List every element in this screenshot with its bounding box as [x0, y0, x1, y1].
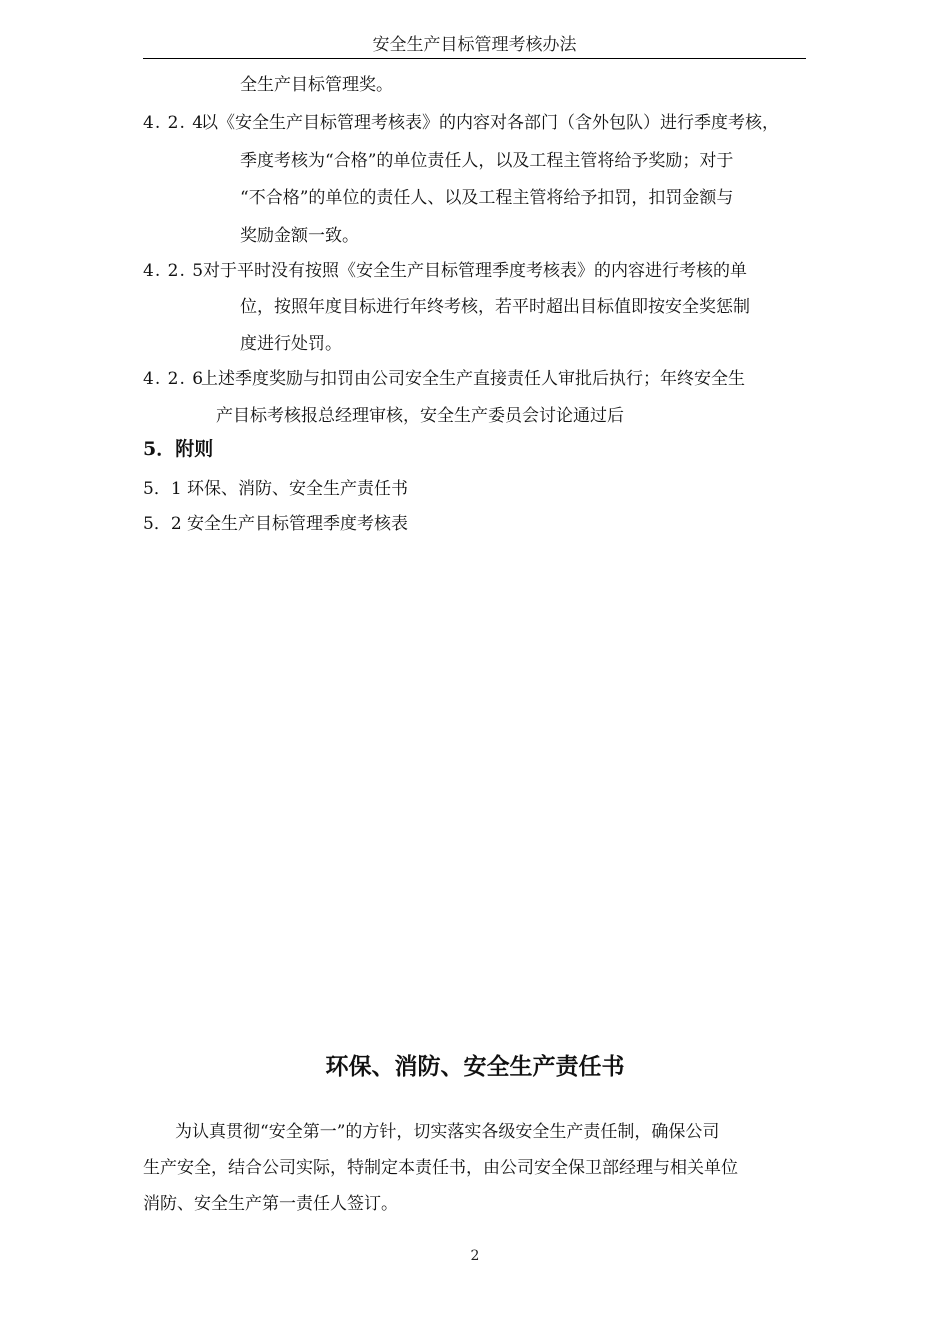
- header-rule: [143, 58, 806, 59]
- clause-4-2-4-line-1: 以《安全生产目标管理考核表》的内容对各部门（含外包队）进行季度考核，: [201, 113, 779, 133]
- appendix-item-2: 5．2 安全生产目标管理季度考核表: [143, 514, 409, 534]
- clause-number-4-2-4: 4. 2. 4: [143, 113, 205, 133]
- appendix-item-1: 5．1 环保、消防、安全生产责任书: [143, 479, 409, 499]
- responsibility-letter-title: 环保、消防、安全生产责任书: [325, 1053, 625, 1080]
- page-number: 2: [470, 1248, 480, 1264]
- clause-4-2-6-line-1: 上述季度奖励与扣罚由公司安全生产直接责任人审批后执行；年终安全生: [201, 369, 745, 389]
- clause-number-4-2-5: 4. 2. 5: [143, 261, 205, 281]
- letter-paragraph-line-1: 为认真贯彻“安全第一”的方针，切实落实各级安全生产责任制，确保公司: [175, 1122, 720, 1142]
- letter-paragraph-line-2: 生产安全，结合公司实际，特制定本责任书，由公司安全保卫部经理与相关单位: [143, 1158, 738, 1178]
- clause-4-2-4-line-2: 季度考核为“合格”的单位责任人，以及工程主管将给予奖励；对于: [240, 151, 734, 171]
- clause-4-2-5-line-1: 对于平时没有按照《安全生产目标管理季度考核表》的内容进行考核的单: [203, 261, 747, 281]
- clause-4-2-6-line-2: 产目标考核报总经理审核，安全生产委员会讨论通过后: [216, 406, 624, 426]
- clause-number-4-2-6: 4. 2. 6: [143, 369, 205, 389]
- letter-paragraph-line-3: 消防、安全生产第一责任人签订。: [143, 1194, 398, 1214]
- clause-4-2-4-line-4: 奖励金额一致。: [240, 226, 359, 246]
- clause-4-2-4-line-3: “不合格”的单位的责任人、以及工程主管将给予扣罚，扣罚金额与: [240, 188, 734, 208]
- section-5-heading: 5．附则: [143, 438, 214, 460]
- continuation-line: 全生产目标管理奖。: [240, 75, 393, 95]
- clause-4-2-5-line-2: 位，按照年度目标进行年终考核，若平时超出目标值即按安全奖惩制: [240, 297, 750, 317]
- clause-4-2-5-line-3: 度进行处罚。: [240, 334, 342, 354]
- running-header-title: 安全生产目标管理考核办法: [372, 35, 577, 55]
